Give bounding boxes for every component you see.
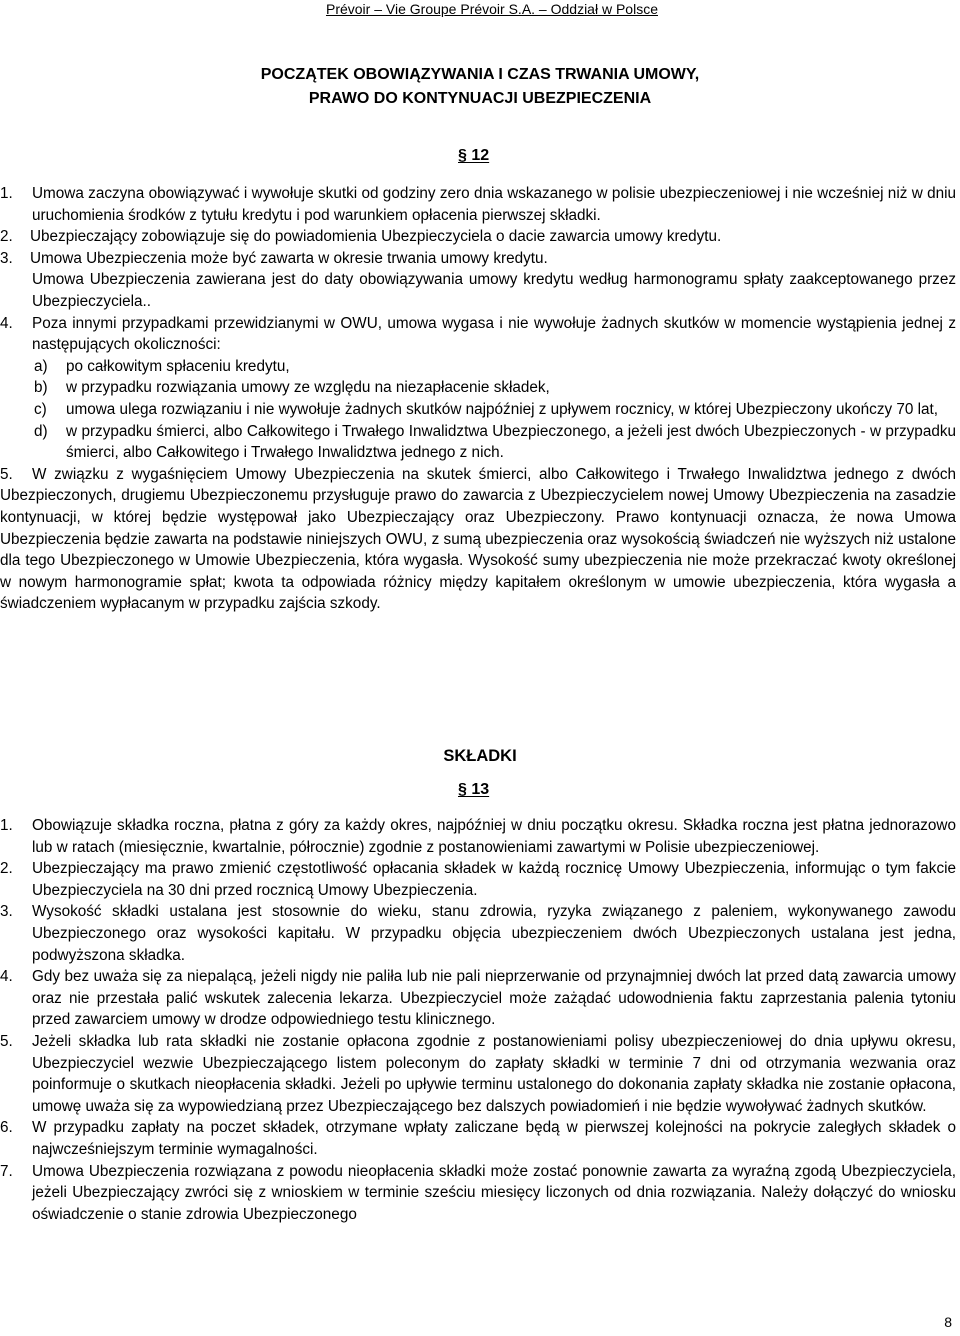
item-text: Umowa Ubezpieczenia rozwiązana z powodu nieopłacenia składki może zostać ponownie zawarta za wyraźną zgodą Ubezpieczyciela, jeżeli Ubezpieczający zwróci się z wnioskiem w terminie sześciu miesięcy liczonych od dnia rozwiązania. Należy dołączyć do wniosku oświadczenie o stanie zdrowia Ubezpieczonego [32,1162,956,1223]
list-item [0,858,956,901]
item-number: 7. [0,1162,13,1180]
item-text: Jeżeli składka lub rata składki nie zostanie opłacona zgodnie z postanowieniami polisy ubezpieczeniowej do dnia upływu okresu, Ubezpieczyciel wezwie Ubezpieczającego listem poleconym do zapłaty składki w terminie 7 dni od otrzymania wezwania oraz poinformuje o skutkach nieopłacenia składki. Jeżeli po upływie terminu ustalonego do dokonania zapłaty składka nie zostanie opłacona, umowę uważa się za wypowiedzianą przez Ubezpieczającego bez dalszych powiadomień i nie będzie wywoływać żadnych skutków. [32,1032,956,1115]
section-13-number: § 13 [458,781,490,798]
item-number: 4. [0,968,13,986]
list-item [0,248,956,270]
sub-item [0,356,956,378]
list-item [0,1031,956,1117]
item-number: 3. [0,903,13,921]
sub-item-text: umowa ulega rozwiązaniu i nie wywołuje żadnych skutków najpóźniej z upływem rocznicy, w której Ubezpieczony ukończy 70 lat, [66,400,939,418]
sub-item-text: w przypadku rozwiązania umowy ze względu na niezapłacenie składek, [66,379,550,397]
list-item [0,901,956,966]
item-number: 2. [0,860,13,878]
list-item [0,1117,956,1160]
sub-item-letter: a) [34,357,48,375]
sub-item-text: po całkowitym spłaceniu kredytu, [66,357,290,375]
item-text: Ubezpieczający ma prawo zmienić częstotliwość opłacania składek w każdą rocznicę Umowy Ubezpieczenia, informując o tym fakcie Ubezpieczyciela na 30 dni przed rocznicą Umowy Ubezpieczenia. [32,860,956,899]
item-text: Obowiązuje składka roczna, płatna z góry za każdy okres, najpóźniej w dniu początku okresu. Składka roczna jest płatna jednorazowo lub w ratach (miesięcznie, kwartalnie, półrocznie) zgodnie z postanowieniami zawartymi w Polisie ubezpieczeniowej. [32,817,956,856]
sub-item-letter: d) [34,422,48,440]
list-item [0,1161,956,1226]
list-item [0,966,956,1031]
item-number: 1. [0,817,13,834]
item-number: 5. [0,465,13,483]
sub-item-letter: b) [34,379,48,397]
page-header [0,0,960,18]
sub-item-text: w przypadku śmierci, albo Całkowitego i Trwałego Inwalidztwa Ubezpieczonego, a jeżeli jest dwóch Ubezpieczonych - w przypadku śmierci, albo Całkowitego i Trwałego Inwalidztwa jednego z nich. [66,422,956,462]
list-item [0,313,956,356]
sub-item [0,421,956,464]
item-number: 1. [0,185,13,202]
item-number: 2. [0,228,13,246]
item-text: W związku z wygaśnięciem Umowy Ubezpieczenia na skutek śmierci, albo Całkowitego i Trwałego Inwalidztwa jednego z dwóch Ubezpieczonych, drugiemu Ubezpieczonemu przysługuje prawo do zawarcia z Ubezpieczycielem nowej Umowy Ubezpieczenia na zasadzie kontynuacji, w której będzie występował jako Ubezpieczający oraz Ubezpieczony. Prawo kontynuacji oznacza, że nowa Umowa Ubezpieczenia będzie zawarta na podstawie niniejszych OWU, z sumą ubezpieczenia oraz wysokością świadczeń nie wyższych niż ustalone dla tego Ubezpieczonego w Umowie Ubezpieczenia, która wygasła. Wysokość sumy ubezpieczenia nie może przekraczać kwoty określonej w nowym harmonogramie spłat; kwota ta odpowiada różnicy między kapitałem określonym w umowie ubezpieczenia, która wygasła a świadczeniem wypłacanym w przypadku zajścia szkody. [0,465,956,613]
item-number: 4. [0,314,13,332]
header-text: Prévoir – Vie Groupe Prévoir S.A. – Oddział w Polsce [325,1,658,17]
item-number: 3. [0,249,13,267]
item-text: Umowa Ubezpieczenia może być zawarta w okresie trwania umowy kredytu. [30,249,548,267]
section-13-body [0,815,956,1225]
list-item [0,815,956,858]
item-text: Wysokość składki ustalana jest stosownie do wieku, stanu zdrowia, ryzyka związanego z paleniem, wykonywanego zawodu Ubezpieczonego oraz wysokości kapitału. W przypadku objęcia ubezpieczeniem dwóch Ubezpieczonych ustalana jest jedna, podwyższona składka. [32,903,956,964]
item-text: Poza innymi przypadkami przewidzianymi w OWU, umowa wygasa i nie wywołuje żadnych skutków w momencie wystąpienia jednej z następujących okoliczności: [32,314,956,354]
item-text: Gdy bez uważa się za niepalącą, jeżeli nigdy nie paliła lub nie pali nieprzerwanie od przynajmniej dwóch lat przed datą zawarcia umowy oraz nie przestała palić wskutek zalecenia lekarza. Ubezpieczyciel może zażądać udowodnienia faktu zaprzestania palenia tytoniu przed zawarciem umowy w drodze odpowiedniego testu klinicznego. [32,968,956,1029]
sub-item [0,377,956,399]
list-item [0,464,956,615]
item-number: 6. [0,1119,13,1137]
item-text: Umowa Ubezpieczenia zawierana jest do daty obowiązywania umowy kredytu według harmonogramu spłaty zaakceptowanego przez Ubezpieczyciela.. [32,271,956,310]
list-item [0,183,956,226]
section-12-items [0,183,956,615]
section-12-number: § 12 [458,147,490,164]
sub-item [0,399,956,421]
page-number: 8 [944,1314,952,1331]
section-13-title: SKŁADKI [443,747,517,765]
section-12-title-line-2: PRAWO DO KONTYNUACJI UBEZPIECZENIA [308,90,652,107]
item-text: W przypadku zapłaty na poczet składek, otrzymane wpłaty zaliczane będą w pierwszej kolejności na pokrycie zaległych składek o najwcześniejszym terminie wymagalności. [32,1119,956,1158]
item-text: Ubezpieczający zobowiązuje się do powiadomienia Ubezpieczyciela o dacie zawarcia umowy kredytu. [30,228,722,246]
list-item [0,269,956,312]
item-number: 5. [0,1032,13,1050]
item-text: Umowa zaczyna obowiązywać i wywołuje skutki od godziny zero dnia wskazanego w polisie ubezpieczeniowej i nie wcześniej niż w dniu uruchomienia środków z tytułu kredytu i pod warunkiem opłacenia pierwszej składki. [32,185,956,224]
list-item [0,226,956,248]
section-12-title-line-1: POCZĄTEK OBOWIĄZYWANIA I CZAS TRWANIA UMOWY, [260,66,700,83]
sub-item-letter: c) [34,400,47,418]
